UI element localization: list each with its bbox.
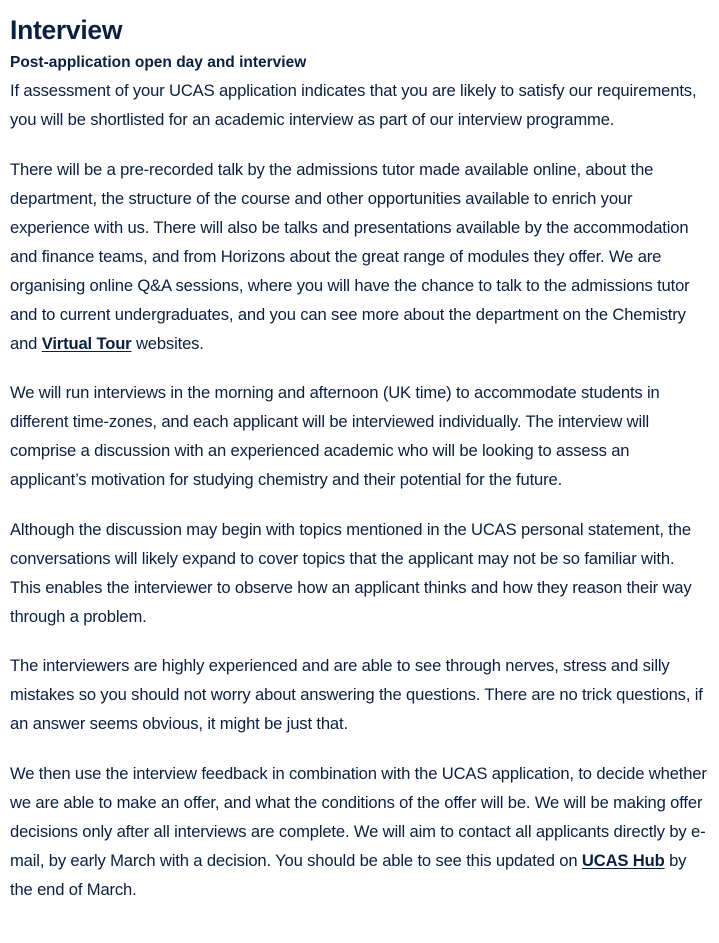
paragraph-shortlisting: If assessment of your UCAS application indicates that you are likely to satisfy our requirements, you will be shortlisted for an academic interview as part of our interview programme. (10, 81, 697, 129)
paragraph-decision-text: We then use the interview feedback in combination with the UCAS application, to decide whether we are able to make an offer, and what the conditions of the offer will be. We will be making offer decisions only after all interviews are complete. We will aim to contact all applicants directly by e-mail, by early March with a decision. You should be able to see this updated on (10, 763, 707, 870)
paragraph-interviewers: The interviewers are highly experienced and are able to see through nerves, stress and silly mistakes so you should not worry about answering the questions. There are no trick questions, if an answer seems obvious, it might be just that. (10, 656, 703, 733)
paragraph-interview-format: We will run interviews in the morning and afternoon (UK time) to accommodate students in different time-zones, and each applicant will be interviewed individually. The interview will comprise a discussion with an experienced academic who will be looking to assess an applicant’s motivation for studying chemistry and their potential for the future. (10, 383, 660, 489)
page-title: Interview (10, 15, 123, 45)
paragraph-open-day-text-end: websites. (131, 333, 204, 353)
virtual-tour-link[interactable]: Virtual Tour (41, 333, 132, 353)
section-subtitle: Post-application open day and interview (10, 54, 307, 71)
paragraph-decision-text-end: by the end of March. (10, 850, 687, 899)
paragraph-discussion: Although the discussion may begin with topics mentioned in the UCAS personal statement, the conversations will likely expand to cover topics that the applicant may not be so familiar with. This enables the interviewer to observe how an applicant thinks and how they reason their way through a problem. (10, 519, 692, 626)
ucas-hub-link[interactable]: UCAS Hub (581, 850, 665, 870)
paragraph-open-day-text: There will be a pre-recorded talk by the admissions tutor made available online, about the department, the structure of the course and other opportunities available to enrich your experience with us. There will also be talks and presentations available by the accommodation and finance teams, and from Horizons about the great range of modules they offer. We are organising online Q&A sessions, where you will have the chance to talk to the admissions tutor and to current undergraduates, and you can see more about the department on the Chemistry and (10, 159, 690, 353)
paragraph-decision (10, 759, 709, 904)
paragraph-open-day (10, 155, 709, 358)
